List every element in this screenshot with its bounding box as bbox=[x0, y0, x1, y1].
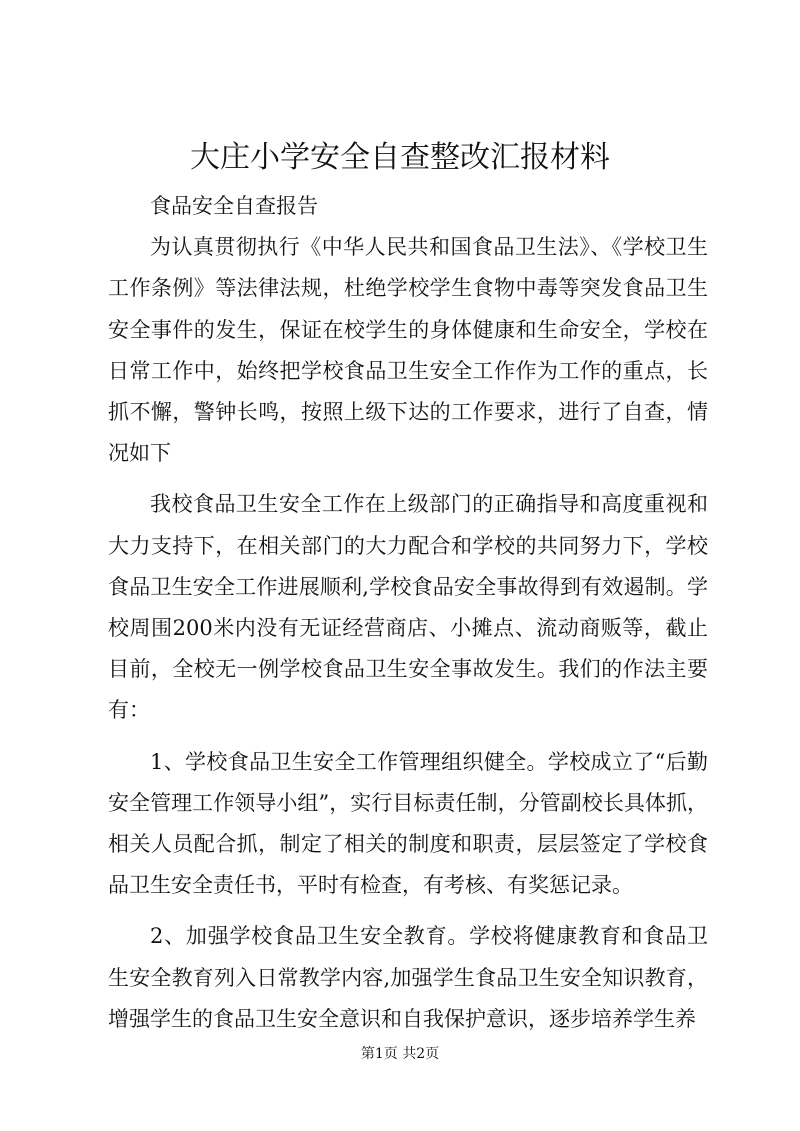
page-footer: 第1页 共2页 bbox=[360, 1046, 440, 1062]
paragraph-overview: 我校食品卫生安全工作在上级部门的正确指导和高度重视和大力支持下，在相关部门的大力配合和学校的共同努力下，学校食品卫生安全工作进展顺利,学校食品安全事故得到有效遏制。学校周围200米内没有无证经营商店、小摊点、流动商贩等，截止目前，全校无一例学校食品卫生安全事故发生。我们的作法主要有： bbox=[108, 492, 708, 723]
document-body bbox=[108, 186, 708, 1040]
paragraph-item-2: 2、加强学校食品卫生安全教育。学校将健康教育和食品卫生安全教育列入日常教学内容,加强学生食品卫生安全知识教育，增强学生的食品卫生安全意识和自我保护意识，逐步培养学生养 bbox=[108, 924, 708, 1031]
paragraph-intro: 为认真贯彻执行《中华人民共和国食品卫生法》、《学校卫生工作条例》等法律法规，杜绝学校学生食物中毒等突发食品卫生安全事件的发生，保证在校学生的身体健康和生命安全，学校在日常工作中，始终把学校食品卫生安全工作作为工作的重点，长抓不懈，警钟长鸣，按照上级下达的工作要求，进行了自查，情况如下 bbox=[108, 235, 708, 466]
paragraph-item-1: 1、学校食品卫生安全工作管理组织健全。学校成立了“后勤安全管理工作领导小组”，实行目标责任制，分管副校长具体抓，相关人员配合抓，制定了相关的制度和职责，层层签定了学校食品卫生安全责任书，平时有检查，有考核、有奖惩记录。 bbox=[108, 749, 708, 898]
section-heading bbox=[108, 186, 708, 227]
document-title: 大庄小学安全自查整改汇报材料 bbox=[190, 140, 610, 175]
section-heading-text: 食品安全自查报告 bbox=[150, 194, 318, 218]
